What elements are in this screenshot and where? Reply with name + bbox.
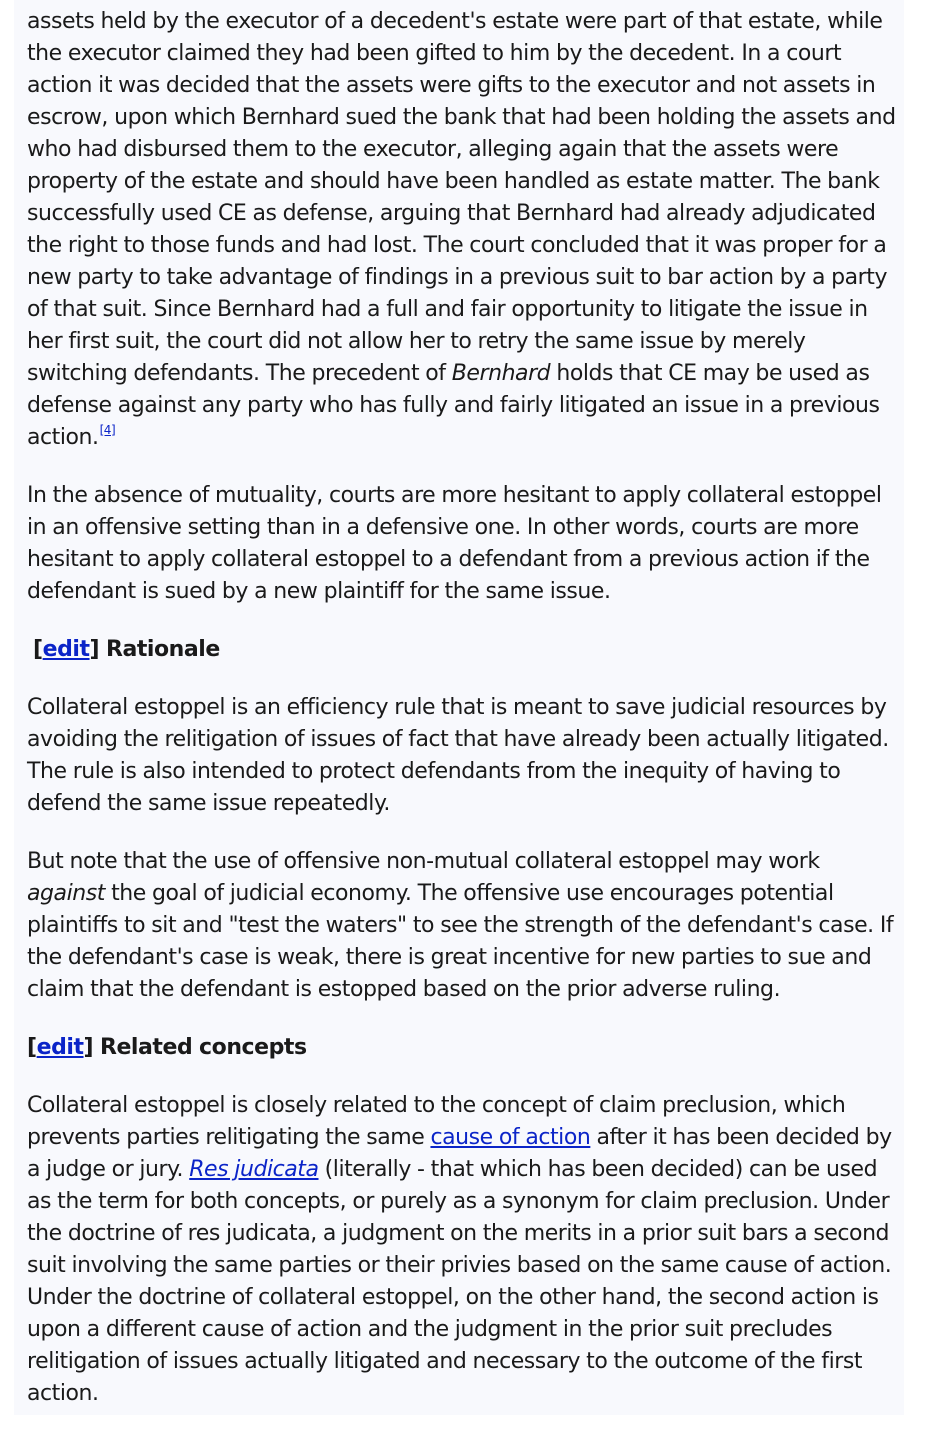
paragraph-text: (literally - that which has been decided) can be used as the term for both concepts, or purely as a synonym for claim preclusion. Under the doctrine of res judicata, a judgment on the merits in a prior suit bars a second suit involving the same parties or their privies based on the same cause of action. Under the doctrine of collateral estoppel, on the other hand, the second action is upon a different cause of action and the judgment in the prior suit precludes relitigation of issues actually litigated and necessary to the outcome of the first action. — [27, 1157, 892, 1406]
paragraph-text: assets held by the executor of a decedent's estate were part of that estate, while the executor claimed they had been gifted to him by the decedent. In a court action it was decided that the assets were gifts to the executor and not assets in escrow, upon which Bernhard sued the bank that had been holding the assets and who had disbursed them to the executor, alleging again that the assets were property of the estate and should have been handled as estate matter. The bank successfully used CE as defense, arguing that Bernhard had already adjudicated the right to those funds and had lost. The court concluded that it was proper for a new party to take advantage of findings in a previous suit to bar action by a party of that suit. Since Bernhard had a full and fair opportunity to litigate the issue in her first suit, the court did not allow her to retry the same issue by merely switching defendants. The precedent of — [27, 9, 896, 386]
heading-title: Related concepts — [93, 1035, 307, 1060]
edit-link-related-concepts[interactable]: edit — [36, 1035, 84, 1060]
case-name-bernhard: Bernhard — [451, 361, 551, 386]
paragraph-text: Collateral estoppel is closely related to the concept of claim preclusion, which prevents parties relitigating the same — [27, 1093, 846, 1150]
paragraph-text: the goal of judicial economy. The offensive use encourages potential plaintiffs to sit and "test the waters" to see the strength of the defendant's case. If the defendant's case is weak, there is great incentive for new parties to sue and claim that the defendant is estopped based on the prior adverse ruling. — [27, 881, 894, 1002]
reference-link-4[interactable]: [4] — [99, 423, 116, 437]
paragraph-text: But note that the use of offensive non-mutual collateral estoppel may work — [27, 849, 820, 874]
link-cause-of-action[interactable]: cause of action — [430, 1125, 591, 1150]
edit-link-rationale[interactable]: edit — [42, 637, 90, 662]
paragraph-text: holds that CE may be used as defense against any party who has fully and fairly litigated an issue in a previous action. — [27, 361, 880, 450]
emphasis-against: against — [27, 881, 105, 906]
paragraph-related-concepts — [27, 1090, 902, 1410]
article-content — [27, 6, 902, 1436]
section-heading-rationale — [27, 634, 902, 666]
edit-bracket-open: [ — [33, 637, 43, 662]
reference-note — [100, 423, 116, 437]
section-heading-related-concepts — [27, 1032, 902, 1064]
paragraph-rationale-offensive — [27, 846, 902, 1006]
link-res-judicata[interactable] — [189, 1157, 318, 1182]
paragraph-text: after it has been decided by a judge or jury. — [27, 1125, 892, 1182]
paragraph-bernhard — [27, 6, 902, 454]
edit-bracket-close: ] — [83, 1035, 94, 1060]
edit-bracket-close: ] — [89, 637, 100, 662]
heading-title: Rationale — [99, 637, 220, 662]
link-res-judicata-text: Res judicata — [189, 1157, 319, 1182]
paragraph-mutuality: In the absence of mutuality, courts are more hesitant to apply collateral estoppel in an offensive setting than in a defensive one. In other words, courts are more hesitant to apply collateral estoppel to a defendant from a previous action if the defendant is sued by a new plaintiff for the same issue. — [27, 483, 882, 604]
edit-bracket-open: [ — [27, 1035, 37, 1060]
paragraph-rationale-efficiency: Collateral estoppel is an efficiency rule that is meant to save judicial resources by avoiding the relitigation of issues of fact that have already been actually litigated. The rule is also intended to protect defendants from the inequity of having to defend the same issue repeatedly. — [27, 695, 889, 816]
article-page — [14, 0, 904, 1415]
